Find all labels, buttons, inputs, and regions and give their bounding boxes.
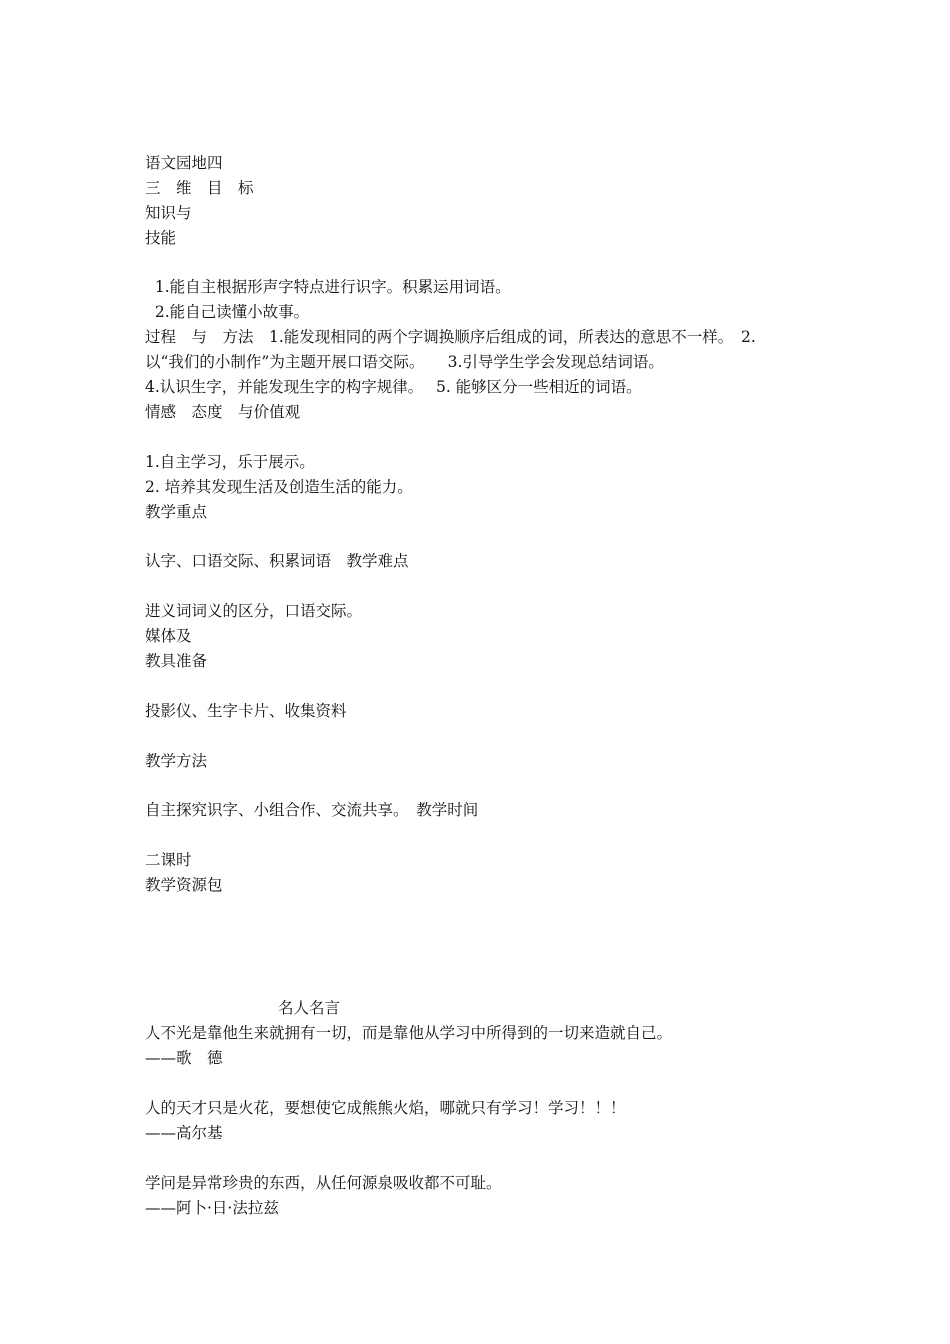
quote-text-3: 学问是异常珍贵的东西，从任何源泉吸收都不可耻。 [145, 1174, 502, 1192]
quote-text-1: 人不光是靠他生来就拥有一切，而是靠他从学习中所得到的一切来造就自己。 [145, 1024, 673, 1042]
quote-author-3: ——阿卜·日·法拉兹 [145, 1199, 279, 1217]
key-points-line: 认字、口语交际、积累词语 教学难点 [145, 552, 409, 570]
media-label-line-2: 教具准备 [145, 652, 208, 670]
emotion-attitude-label: 情感 态度 与价值观 [145, 403, 301, 421]
process-method-line-2: 以“我们的小制作”为主题开展口语交际。 3.引导学生学会发现总结词语。 [145, 353, 664, 371]
resource-label: 教学资源包 [145, 876, 223, 894]
quote-author-1: ——歌 德 [145, 1049, 223, 1067]
time-value: 二课时 [145, 851, 192, 869]
process-method-line-3: 4.认识生字，并能发现生字的构字规律。 5. 能够区分一些相近的词语。 [145, 378, 642, 396]
media-content: 投影仪、生字卡片、收集资料 [145, 702, 347, 720]
process-method-line-1: 过程 与 方法 1.能发现相同的两个字调换顺序后组成的词，所表达的意思不一样。 2. [145, 328, 756, 346]
key-points-label: 教学重点 [145, 503, 208, 521]
difficulty-line: 进义词词义的区分，口语交际。 [145, 602, 363, 620]
emotion-item-1: 1.自主学习，乐于展示。 [145, 453, 315, 471]
emotion-item-2: 2. 培养其发现生活及创造生活的能力。 [145, 478, 413, 496]
knowledge-label-line-2: 技能 [145, 229, 177, 247]
document-title: 语文园地四 [145, 154, 223, 172]
knowledge-item-2: 2.能自己读懂小故事。 [145, 303, 310, 321]
knowledge-label-line-1: 知识与 [145, 204, 192, 222]
quote-text-2: 人的天才只是火花，要想使它成熊熊火焰，哪就只有学习！学习！！！ [145, 1099, 626, 1117]
three-dim-goals-heading: 三 维 目 标 [145, 179, 254, 197]
method-line: 自主探究识字、小组合作、交流共享。 教学时间 [145, 801, 479, 819]
media-label-line-1: 媒体及 [145, 627, 192, 645]
quote-author-2: ——高尔基 [145, 1124, 223, 1142]
knowledge-item-1: 1.能自主根据形声字特点进行识字。积累运用词语。 [145, 278, 511, 296]
method-label: 教学方法 [145, 752, 208, 770]
quotes-heading: 名人名言 [278, 999, 341, 1017]
